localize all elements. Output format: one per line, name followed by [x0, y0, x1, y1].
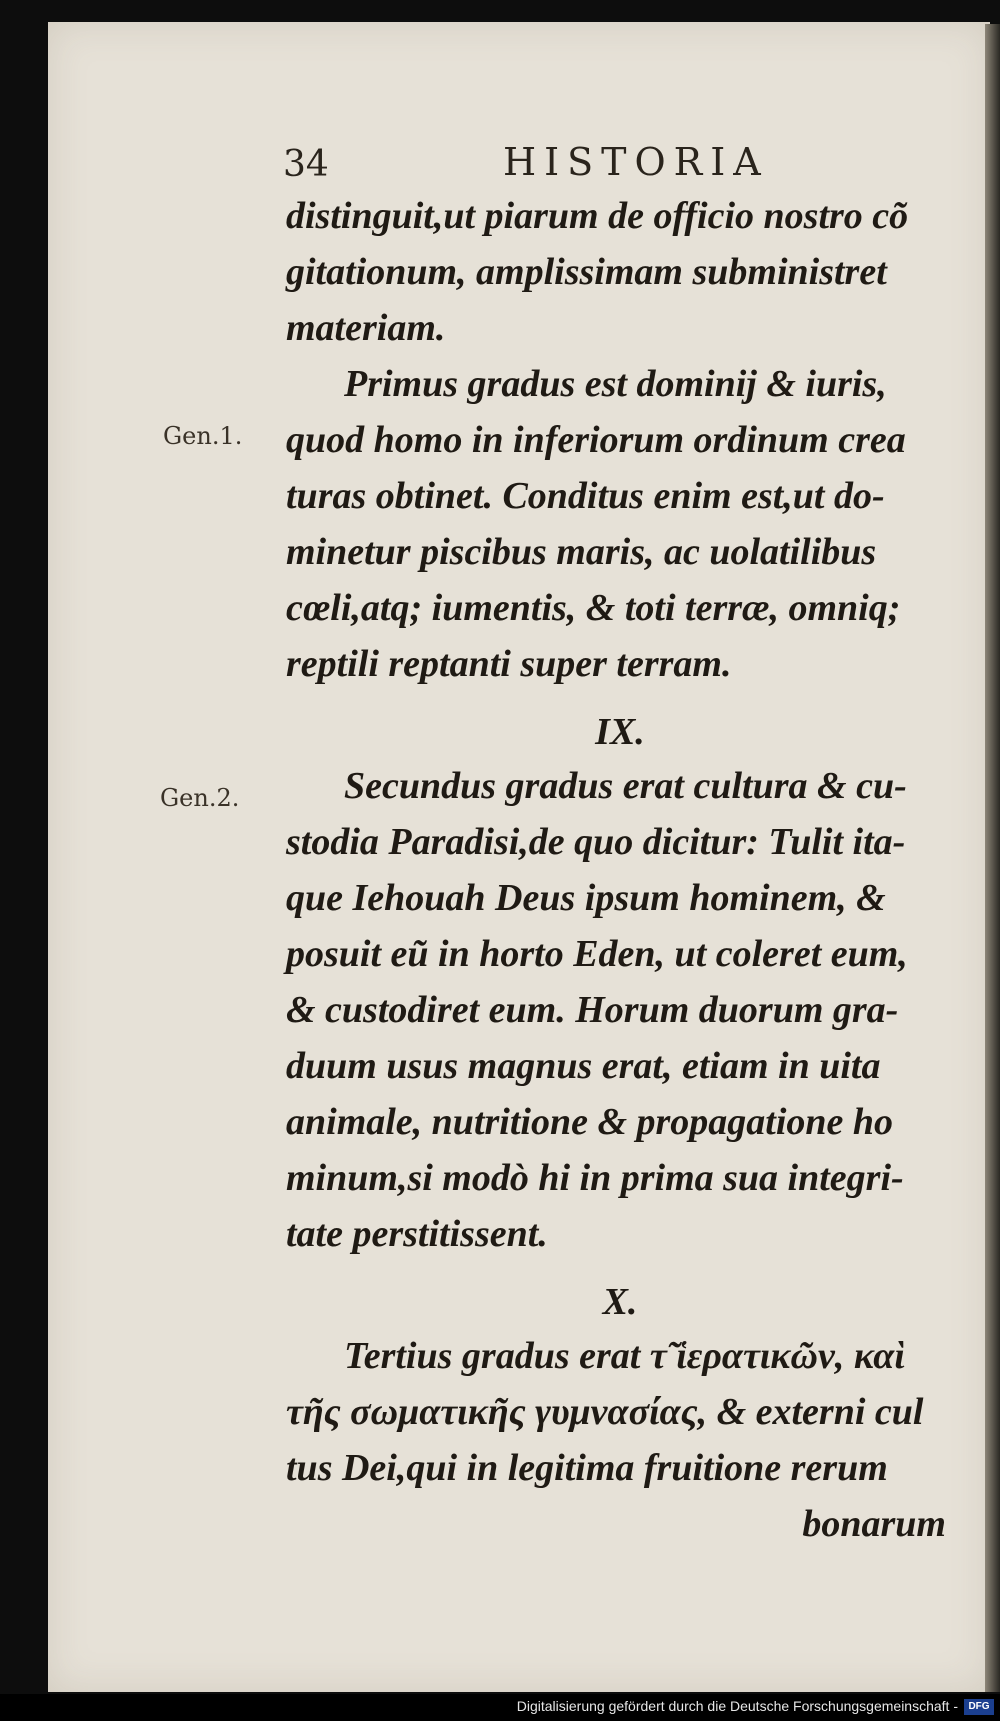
text-line: animale, nutritione & propagatione ho — [286, 1101, 894, 1143]
page-edge-shadow — [985, 24, 1000, 1692]
margin-note-gen-2: Gen.2. — [160, 784, 240, 812]
text-line: Primus gradus est dominij & iuris, — [344, 363, 887, 405]
text-line: minetur piscibus maris, ac uolatilibus — [286, 531, 877, 573]
dfg-logo-icon: DFG — [964, 1699, 994, 1715]
running-title: HISTORIA — [503, 140, 769, 184]
text-line: τῆς σωματικῆς γυμνασίας, & externi cul — [286, 1391, 924, 1433]
text-line: cœli,atq; iumentis, & toti terræ, omniq; — [286, 587, 901, 629]
text-line: minum,si modò hi in prima sua integri- — [286, 1157, 904, 1199]
section-heading-ix: IX. — [595, 711, 645, 753]
digitization-credit: Digitalisierung gefördert durch die Deutsche Forschungsgemeinschaft - — [516, 1698, 958, 1714]
text-line: materiam. — [286, 307, 446, 349]
text-line: Secundus gradus erat cultura & cu- — [344, 765, 907, 807]
text-line: duum usus magnus erat, etiam in uita — [286, 1045, 881, 1087]
text-line: reptili reptanti super terram. — [286, 643, 732, 685]
text-line: distinguit,ut piarum de officio nostro cõ — [286, 195, 909, 237]
text-line: turas obtinet. Conditus enim est,ut do- — [286, 475, 885, 517]
margin-note-gen-1: Gen.1. — [163, 422, 243, 450]
text-line: que Iehouah Deus ipsum hominem, & — [286, 877, 886, 919]
section-heading-x: X. — [602, 1281, 638, 1323]
text-line: tate perstitissent. — [286, 1213, 548, 1255]
footer-bar — [0, 1694, 1000, 1721]
page-header — [48, 140, 990, 190]
book-page — [48, 22, 990, 1692]
page-number: 34 — [283, 144, 329, 185]
text-line: gitationum, amplissimam subministret — [286, 251, 887, 293]
body-text — [286, 188, 954, 1552]
text-line: posuit eũ in horto Eden, ut coleret eum, — [286, 933, 908, 975]
catchword: bonarum — [802, 1503, 946, 1545]
text-line: & custodiret eum. Horum duorum gra- — [286, 989, 899, 1031]
text-line: tus Dei,qui in legitima fruitione rerum — [286, 1447, 888, 1489]
text-line: quod homo in inferiorum ordinum crea — [286, 419, 906, 461]
text-line: stodia Paradisi,de quo dicitur: Tulit ita- — [286, 821, 906, 863]
text-line: Tertius gradus erat τ̃ ἱερατικῶν, καὶ — [344, 1335, 905, 1377]
